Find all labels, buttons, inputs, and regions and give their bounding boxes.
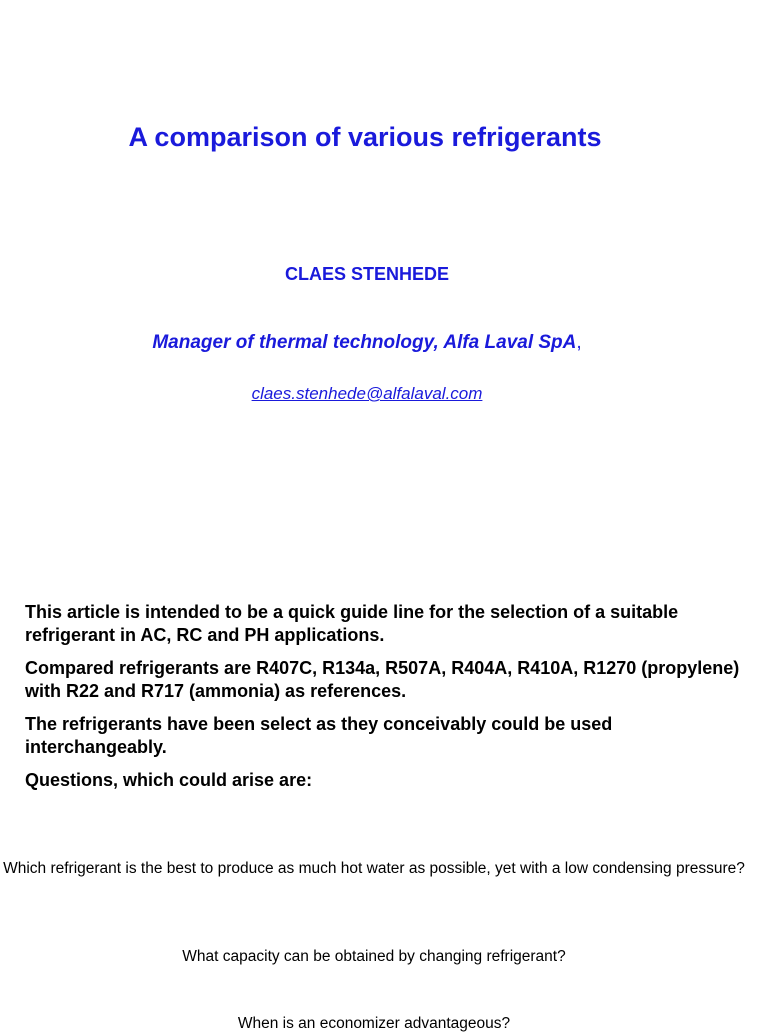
author-affiliation	[0, 332, 734, 354]
paragraph: The refrigerants have been select as they conceivably could be used interchangeably.	[25, 714, 613, 757]
author-email	[0, 384, 734, 404]
paragraph: Questions, which could arise are:	[25, 770, 313, 790]
author-name: CLAES STENHEDE	[284, 264, 450, 284]
question-item	[0, 1014, 748, 1034]
intro-text	[25, 601, 745, 802]
paragraph: This article is intended to be a quick guide line for the selection of a suitable refrigerant in AC, RC and PH applications.	[25, 602, 679, 645]
question-text: When is an economizer advantageous?	[237, 1015, 511, 1032]
question-item	[0, 859, 748, 879]
affiliation-comma: ,	[576, 332, 582, 353]
paragraph: Compared refrigerants are R407C, R134a, R507A, R404A, R410A, R1270 (propylene) with R22 and R717 (ammonia) as references.	[25, 658, 740, 701]
question-item	[0, 947, 748, 967]
affiliation-text: Manager of thermal technology, Alfa Laval SpA	[152, 332, 577, 353]
question-text: Which refrigerant is the best to produce as much hot water as possible, yet with a low condensing pressure?	[3, 860, 745, 877]
email-link[interactable]: claes.stenhede@alfalaval.com	[251, 384, 483, 403]
document-title: A comparison of various refrigerants	[128, 122, 602, 152]
question-text: What capacity can be obtained by changing refrigerant?	[182, 948, 566, 965]
